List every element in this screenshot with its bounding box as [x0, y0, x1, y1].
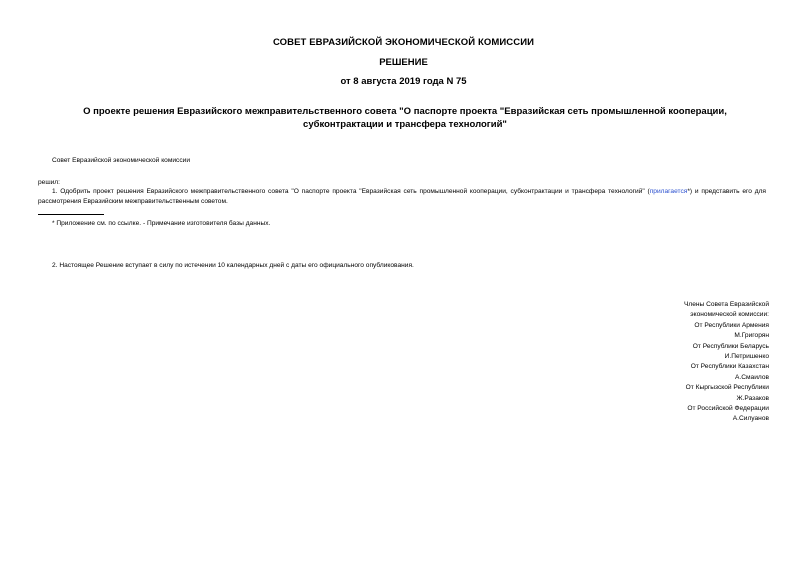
council-line: Совет Евразийской экономической комиссии: [52, 157, 191, 164]
signers-heading-1: Члены Совета Евразийской: [683, 301, 769, 308]
signers-block: [569, 300, 769, 425]
doc-type-heading: РЕШЕНИЕ: [379, 57, 428, 68]
footnote-divider: [38, 214, 104, 215]
footnote: * Приложение см. по ссылке. - Примечание изготовителя базы данных.: [52, 220, 271, 227]
appendix-link[interactable]: прилагается: [649, 188, 688, 195]
date-number-heading: от 8 августа 2019 года N 75: [340, 76, 467, 87]
paragraph-1-end: *) и представить его для рассмотрения Евразийским межправительственным советом.: [38, 188, 766, 205]
signer-name: А.Смаилов: [735, 373, 769, 381]
document-title: О проекте решения Евразийского межправительственного совета "О паспорте проекта "Евразийская сеть промышленной кооперации, субконтрактации и трансфера технологий": [83, 106, 727, 130]
signer-country: От Республики Армения: [694, 321, 769, 329]
signer-name: М.Григорян: [734, 332, 769, 340]
signers-heading-2: экономической комиссии:: [690, 311, 769, 319]
signer-country: От Российской Федерации: [687, 405, 769, 413]
resolved-line: решил:: [38, 179, 60, 186]
paragraph-1: [38, 187, 766, 206]
signer-name: А.Силуанов: [732, 415, 769, 423]
signer-country: От Республики Казахстан: [690, 363, 769, 371]
paragraph-2: 2. Настоящее Решение вступает в силу по истечении 10 календарных дней с даты его официального опубликования.: [52, 262, 414, 269]
paragraph-1-start: 1. Одобрить проект решения Евразийского межправительственного совета "О паспорте проекта "Евразийская сеть промышленной кооперации, субконтрактации и трансфера технологий" (: [52, 188, 650, 195]
signer-country: От Кыргызской Республики: [685, 384, 769, 392]
signer-name: Ж.Разаков: [736, 394, 769, 402]
org-heading: СОВЕТ ЕВРАЗИЙСКОЙ ЭКОНОМИЧЕСКОЙ КОМИССИИ: [272, 37, 535, 48]
signer-name: И.Петришенко: [724, 353, 769, 361]
signer-country: От Республики Беларусь: [692, 342, 769, 350]
